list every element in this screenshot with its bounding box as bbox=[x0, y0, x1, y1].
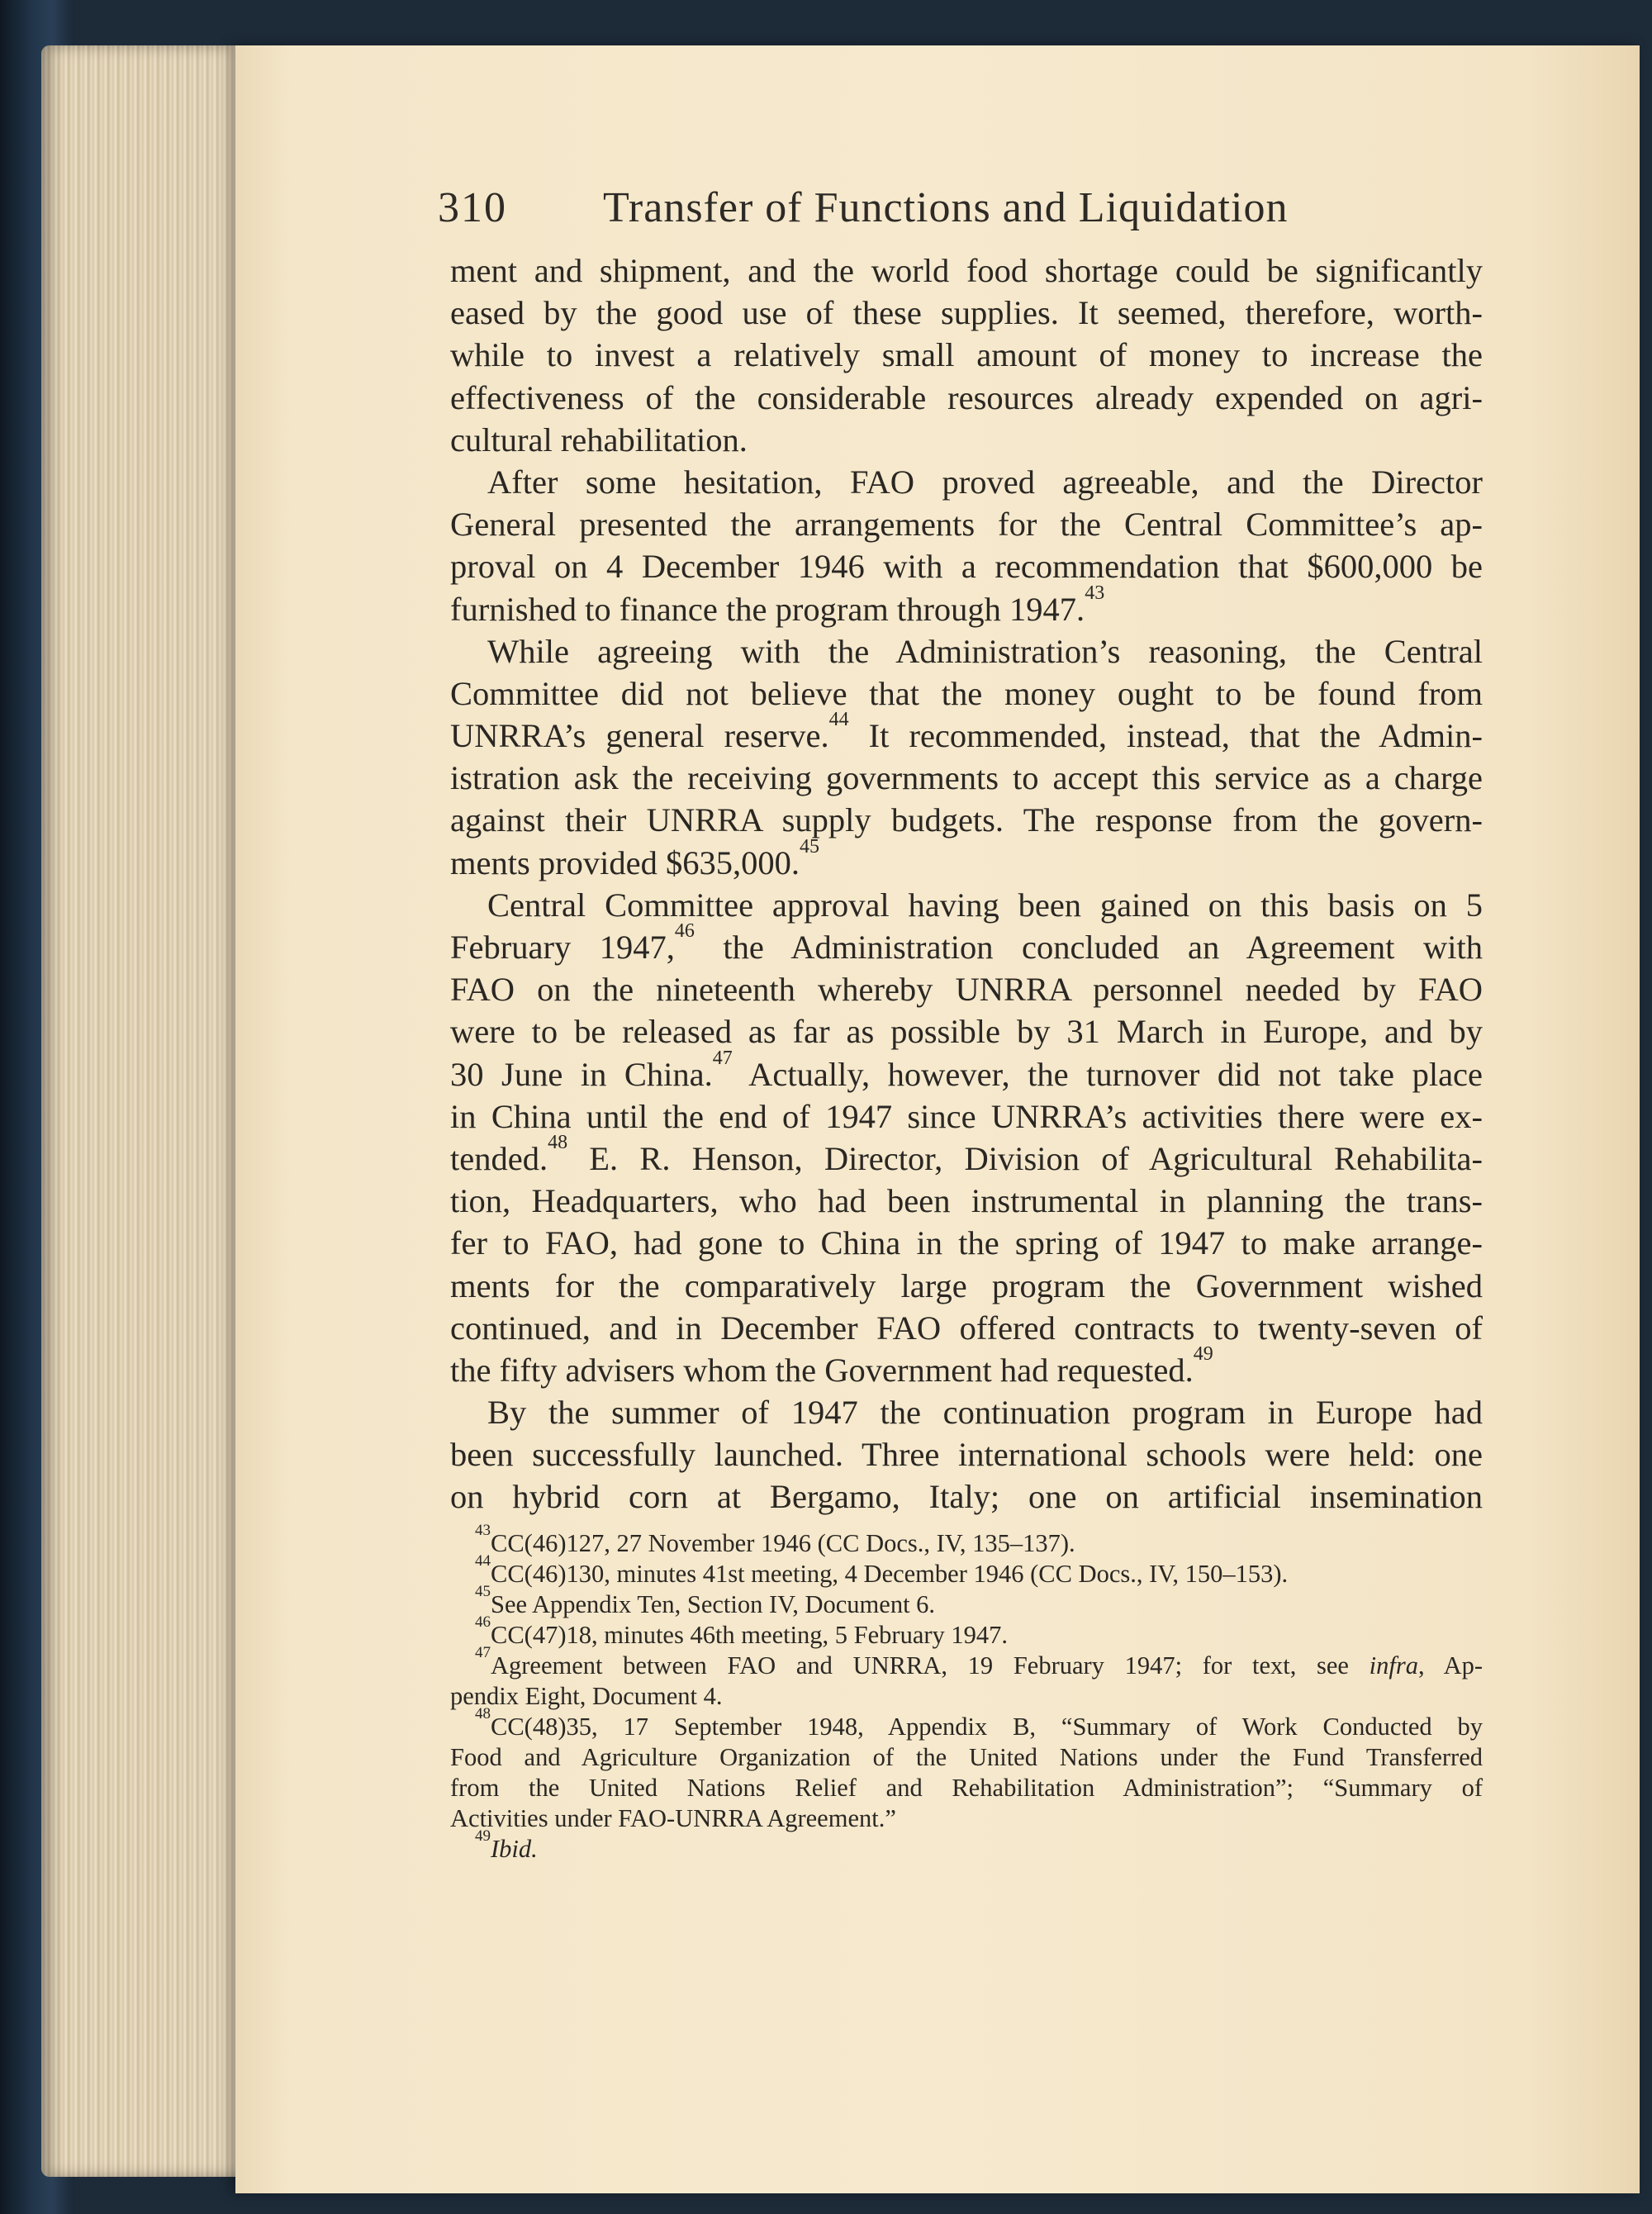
line-text: effectiveness of the considerable resources already expended on agri- bbox=[450, 378, 1483, 416]
page-number: 310 bbox=[438, 184, 507, 231]
line-text: After some hesitation, FAO proved agreeable, and the Director bbox=[487, 463, 1483, 501]
text-line bbox=[450, 461, 1483, 503]
line-text: By the summer of 1947 the continuation program in Europe had bbox=[487, 1394, 1483, 1432]
text-line bbox=[450, 1047, 1483, 1095]
footnote-text: CC(47)18, minutes 46th meeting, 5 February 1947. bbox=[491, 1621, 1009, 1649]
footnote-line bbox=[450, 1552, 1483, 1589]
running-head: Transfer of Functions and Liquidation bbox=[603, 184, 1289, 231]
text-line bbox=[450, 1180, 1483, 1222]
footnote-italic-text: Ibid. bbox=[491, 1835, 538, 1863]
footnote-italic-text: infra bbox=[1369, 1651, 1418, 1680]
line-text: the fifty advisers whom the Government had requested. bbox=[450, 1351, 1194, 1389]
text-line bbox=[450, 377, 1483, 419]
line-text: While agreeing with the Administration’s reasoning, the Central bbox=[487, 632, 1483, 670]
text-line bbox=[450, 1131, 1483, 1180]
line-text: 30 June in China. bbox=[450, 1055, 713, 1093]
footnote-line bbox=[450, 1583, 1483, 1620]
footnotes bbox=[450, 1522, 1483, 1865]
line-text: UNRRA’s general reserve. bbox=[450, 717, 829, 755]
footnote-text: Activities under FAO-UNRRA Agreement.” bbox=[450, 1804, 896, 1832]
text-line bbox=[450, 503, 1483, 545]
footnote-text: Food and Agriculture Organization of the United Nations under the Fund Transferred bbox=[450, 1743, 1483, 1771]
line-text: Actually, however, the turnover did not take place bbox=[732, 1055, 1483, 1093]
footnote-line bbox=[450, 1613, 1483, 1651]
line-text: General presented the arrangements for the Central Committee’s ap- bbox=[450, 506, 1483, 544]
line-text: were to be released as far as possible by 31 March in Europe, and by bbox=[450, 1013, 1483, 1051]
footnote-reference: 45 bbox=[799, 835, 819, 858]
footnote-number: 46 bbox=[475, 1613, 491, 1631]
line-text: Central Committee approval having been gained on this basis on 5 bbox=[487, 886, 1483, 924]
text-line bbox=[450, 968, 1483, 1010]
footnote-line bbox=[450, 1742, 1483, 1773]
footnote-text: pendix Eight, Document 4. bbox=[450, 1682, 723, 1710]
footnote-text: CC(46)127, 27 November 1946 (CC Docs., IV, 135–137). bbox=[491, 1529, 1075, 1557]
footnote-line bbox=[450, 1827, 1483, 1865]
line-text: ments for the comparatively large program the Government wished bbox=[450, 1266, 1483, 1304]
footnote-reference: 49 bbox=[1193, 1342, 1213, 1365]
line-text: tion, Headquarters, who had been instrumental in planning the trans- bbox=[450, 1182, 1483, 1220]
text-line bbox=[450, 249, 1483, 292]
footnote-line bbox=[450, 1773, 1483, 1803]
text-line bbox=[450, 1433, 1483, 1475]
text-line bbox=[450, 334, 1483, 376]
text-line bbox=[450, 884, 1483, 926]
line-text: ments provided $635,000. bbox=[450, 843, 800, 881]
line-text: ment and shipment, and the world food shortage could be significantly bbox=[450, 252, 1483, 289]
footnote-reference: 48 bbox=[548, 1131, 568, 1153]
footnote-text: CC(46)130, minutes 41st meeting, 4 December 1946 (CC Docs., IV, 150–153). bbox=[491, 1560, 1289, 1588]
footnote-text: Agreement between FAO and UNRRA, 19 February 1947; for text, see bbox=[491, 1651, 1370, 1680]
footnote-text: , Ap- bbox=[1417, 1651, 1483, 1680]
footnote-number: 43 bbox=[475, 1522, 491, 1539]
line-text: istration ask the receiving governments to accept this service as a charge bbox=[450, 759, 1483, 797]
page-edges bbox=[41, 45, 240, 2177]
line-text: been successfully launched. Three international schools were held: one bbox=[450, 1436, 1483, 1474]
line-text: FAO on the nineteenth whereby UNRRA personnel needed by FAO bbox=[450, 971, 1483, 1009]
line-text: February 1947, bbox=[450, 929, 675, 966]
text-line bbox=[450, 1010, 1483, 1052]
footnote-reference: 46 bbox=[674, 920, 695, 942]
footnote-number: 45 bbox=[475, 1583, 491, 1600]
line-text: furnished to finance the program through 1947. bbox=[450, 590, 1085, 628]
text-line bbox=[450, 920, 1483, 968]
body-text bbox=[450, 249, 1483, 1518]
text-line bbox=[450, 1391, 1483, 1433]
footnote-line bbox=[450, 1705, 1483, 1742]
footnote-number: 47 bbox=[475, 1644, 491, 1661]
line-text: continued, and in December FAO offered contracts to twenty-seven of bbox=[450, 1309, 1483, 1347]
line-text: proval on 4 December 1946 with a recommendation that $600,000 be bbox=[450, 548, 1483, 586]
line-text: Committee did not believe that the money ought to be found from bbox=[450, 674, 1483, 712]
text-line bbox=[450, 1095, 1483, 1138]
line-text: fer to FAO, had gone to China in the spring of 1947 to make arrange- bbox=[450, 1224, 1483, 1262]
line-text: cultural rehabilitation. bbox=[450, 420, 748, 458]
text-line bbox=[450, 292, 1483, 334]
text-line bbox=[450, 1222, 1483, 1264]
text-line bbox=[450, 835, 1483, 884]
text-line bbox=[450, 1342, 1483, 1391]
footnote-text: See Appendix Ten, Section IV, Document 6. bbox=[491, 1590, 936, 1618]
text-line bbox=[450, 709, 1483, 757]
footnote-number: 49 bbox=[475, 1827, 491, 1845]
text-line bbox=[450, 1307, 1483, 1349]
text-line bbox=[450, 757, 1483, 799]
footnote-number: 48 bbox=[475, 1705, 491, 1722]
line-text: eased by the good use of these supplies. It seemed, therefore, worth- bbox=[450, 294, 1483, 332]
page-header bbox=[438, 183, 1371, 241]
text-line bbox=[450, 582, 1483, 630]
text-line bbox=[450, 545, 1483, 587]
footnote-line bbox=[450, 1644, 1483, 1681]
text-line bbox=[450, 672, 1483, 715]
footnote-line bbox=[450, 1681, 1483, 1712]
text-line bbox=[450, 799, 1483, 841]
line-text: tended. bbox=[450, 1139, 548, 1177]
footnote-line bbox=[450, 1803, 1483, 1834]
footnote-text: from the United Nations Relief and Rehabilitation Administration”; “Summary of bbox=[450, 1774, 1483, 1802]
footnote-reference: 44 bbox=[828, 709, 849, 731]
line-text: the Administration concluded an Agreement with bbox=[694, 929, 1483, 966]
line-text: on hybrid corn at Bergamo, Italy; one on artificial insemination bbox=[450, 1478, 1483, 1516]
text-line bbox=[450, 1475, 1483, 1518]
text-line bbox=[450, 419, 1483, 461]
line-text: It recommended, instead, that the Admin- bbox=[848, 717, 1483, 755]
line-text: against their UNRRA supply budgets. The response from the govern- bbox=[450, 801, 1483, 839]
line-text: E. R. Henson, Director, Division of Agricultural Rehabilita- bbox=[567, 1139, 1483, 1177]
text-line bbox=[450, 630, 1483, 672]
footnote-reference: 43 bbox=[1085, 582, 1105, 604]
footnote-line bbox=[450, 1522, 1483, 1559]
footnote-text: CC(48)35, 17 September 1948, Appendix B, “Summary of Work Conducted by bbox=[491, 1713, 1483, 1741]
text-line bbox=[450, 1265, 1483, 1307]
footnote-reference: 47 bbox=[712, 1047, 733, 1069]
line-text: while to invest a relatively small amount of money to increase the bbox=[450, 336, 1483, 374]
footnote-number: 44 bbox=[475, 1552, 491, 1570]
line-text: in China until the end of 1947 since UNRRA’s activities there were ex- bbox=[450, 1097, 1483, 1135]
